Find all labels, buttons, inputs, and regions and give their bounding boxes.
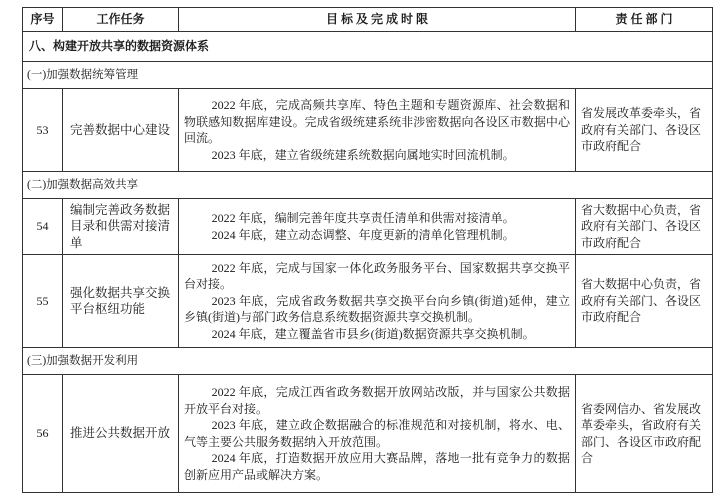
section-title: 八、构建开放共享的数据资源体系 [23,32,713,62]
row-dept: 省大数据中心负责，省政府有关部门、各设区市政府配合 [576,255,713,348]
row-no: 53 [23,89,63,172]
task-table [22,7,713,493]
goal-text: 2023 年底，建立政企数据融合的标准规范和对接机制，将水、电、气等主要公共服务数据纳入开放范围。 [184,418,570,449]
header-task: 工作任务 [63,8,179,32]
goal-text: 2022 年底，编制完善年度共享责任清单和供需对接清单。 [211,211,515,225]
row-dept: 省大数据中心负责，省政府有关部门、各设区市政府配合 [576,199,713,255]
group-title: (一)加强数据统筹管理 [23,62,713,89]
goal-text: 2024 年底，打造数据开放应用大赛品牌，落地一批有竞争力的数据创新应用产品或解决方案。 [184,451,570,482]
header-goal: 目 标 及 完 成 时 限 [179,8,576,32]
header-dept: 责 任 部 门 [576,8,713,32]
row-no: 54 [23,199,63,255]
row-task: 推进公共数据开放 [63,375,179,493]
row-dept: 省发展改革委牵头，省政府有关部门、各设区市政府配合 [576,89,713,172]
header-no: 序号 [23,8,63,32]
row-no: 55 [23,255,63,348]
row-no: 56 [23,375,63,493]
goal-text: 2022 年底，完成与国家一体化政务服务平台、国家数据共享交换平台对接。 [184,260,570,292]
group-row [23,62,713,89]
goal-text: 2023 年底，完成省政务数据共享交换平台向乡镇(街道)延伸，建立乡镇(街道)与部门政务信息系统数据资源共享交换机制。 [184,293,570,325]
goal-text: 2024 年底，建立动态调整、年度更新的清单化管理机制。 [211,227,515,242]
table-row [23,375,713,493]
row-dept: 省委网信办、省发展改革委牵头，省政府有关部门、各设区市政府配合 [576,375,713,493]
row-task: 强化数据共享交换平台枢纽功能 [63,255,179,348]
table-row [23,199,713,255]
table-row [23,89,713,172]
group-title: (三)加强数据开发利用 [23,348,713,375]
group-row [23,348,713,375]
group-row [23,172,713,199]
row-goals [179,375,576,493]
goal-text: 2022 年底，完成江西省政务数据开放网站改版，并与国家公共数据开放平台对接。 [184,385,570,416]
section-row [23,32,713,62]
row-task: 编制完善政务数据目录和供需对接清单 [63,199,179,255]
table-header-row [23,8,713,32]
goal-text: 2024 年底，建立覆盖省市县乡(街道)数据资源共享交换机制。 [211,326,535,341]
table-row [23,255,713,348]
row-goals [179,255,576,348]
row-goals [179,89,576,172]
goal-text: 2022 年底，完成高频共享库、特色主题和专题资源库、社会数据和物联感知数据库建设。完成省级统建系统非涉密数据向各设区市数据中心回流。 [184,98,570,145]
group-title: (二)加强数据高效共享 [23,172,713,199]
row-task: 完善数据中心建设 [63,89,179,172]
goal-text: 2023 年底，建立省级统建系统数据向属地实时回流机制。 [211,147,515,162]
row-goals [179,199,576,255]
